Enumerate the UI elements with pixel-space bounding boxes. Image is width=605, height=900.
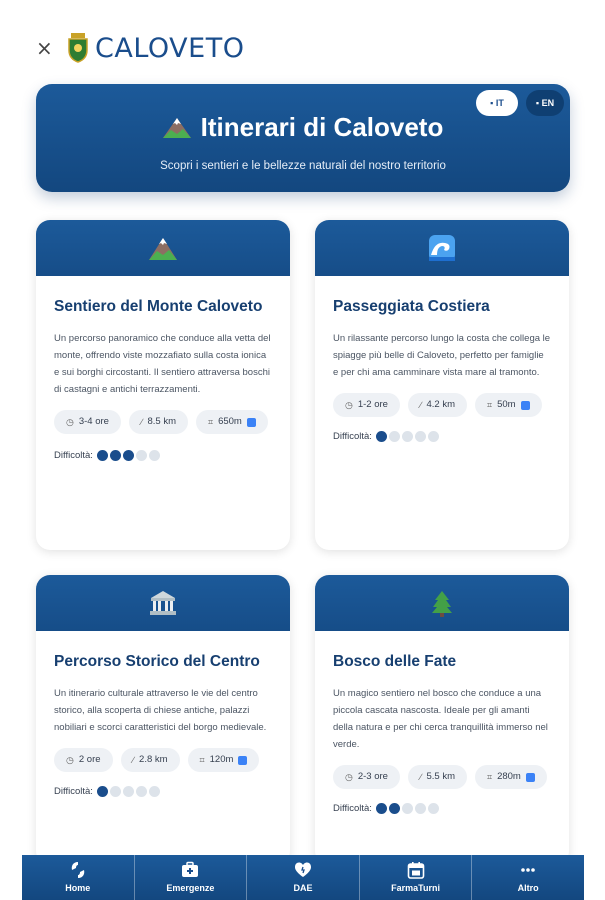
duration-value: 3-4 ore xyxy=(78,416,109,427)
elevation-badge xyxy=(475,765,547,789)
elevation-badge xyxy=(475,393,542,417)
emergency-kit-icon xyxy=(181,861,199,879)
difficulty-label: Difficoltà: xyxy=(54,450,93,461)
difficulty-dot xyxy=(389,803,400,814)
classical-building-icon xyxy=(148,588,178,618)
difficulty-dot xyxy=(415,803,426,814)
difficulty-dot xyxy=(402,803,413,814)
difficulty-dot xyxy=(123,450,134,461)
difficulty-dot xyxy=(402,431,413,442)
card-description: Un magico sentiero nel bosco che conduce a una piccola cascata nascosta. Ideale per gli amanti della natura e per chi cerca tranquillità immerso nel verde. xyxy=(333,688,548,750)
clock-icon: ◷ xyxy=(345,772,353,782)
ruler-icon: ∕ xyxy=(419,772,422,782)
difficulty-label: Difficoltà: xyxy=(333,803,372,814)
clock-icon: ◷ xyxy=(66,755,74,765)
card-description: Un percorso panoramico che conduce alla vetta del monte, offrendo viste mozzafiato sulla costa ionica e sui borghi circostanti. Il sentiero attraversa boschi di castagni e antichi terrazzamenti. xyxy=(54,333,271,395)
difficulty-dots xyxy=(376,431,439,442)
chart-icon: ⌗ xyxy=(487,400,493,410)
duration-badge xyxy=(54,410,121,434)
close-icon[interactable]: × xyxy=(36,36,53,60)
difficulty-dots xyxy=(97,450,160,461)
itinerary-card[interactable] xyxy=(36,575,290,865)
distance-badge xyxy=(121,748,180,772)
lang-en-label: EN xyxy=(541,98,555,108)
page-title-text: Itinerari di Caloveto xyxy=(200,112,444,142)
distance-value: 4.2 km xyxy=(426,399,455,410)
calendar-icon xyxy=(407,861,425,879)
heart-icon xyxy=(294,861,312,879)
mountain-icon xyxy=(163,116,191,138)
distance-value: 8.5 km xyxy=(147,416,176,427)
nav-item-farmaturni[interactable] xyxy=(360,855,473,900)
difficulty-row xyxy=(54,450,272,461)
itinerary-card[interactable] xyxy=(36,220,290,550)
ruler-icon: ∕ xyxy=(419,400,422,410)
difficulty-dot xyxy=(97,450,108,461)
card-header xyxy=(36,575,290,631)
up-arrow-icon xyxy=(238,756,247,765)
difficulty-dot xyxy=(428,803,439,814)
page-subtitle: Scopri i sentieri e le bellezze naturali del nostro territorio xyxy=(160,160,446,172)
lang-it-label: IT xyxy=(495,98,504,108)
flag-it-icon: ▪ xyxy=(490,98,496,108)
nav-item-dae[interactable] xyxy=(247,855,360,900)
card-header xyxy=(36,220,290,276)
ruler-icon: ∕ xyxy=(140,417,143,427)
nav-item-altro[interactable] xyxy=(472,855,584,900)
card-title: Sentiero del Monte Caloveto xyxy=(54,298,263,315)
card-title: Percorso Storico del Centro xyxy=(54,653,260,670)
difficulty-label: Difficoltà: xyxy=(54,786,93,797)
card-header xyxy=(315,575,569,631)
duration-value: 2 ore xyxy=(78,754,101,765)
difficulty-dots xyxy=(97,786,160,797)
difficulty-row xyxy=(333,803,551,814)
bottom-nav xyxy=(22,855,584,900)
clock-icon: ◷ xyxy=(345,400,353,410)
difficulty-dot xyxy=(415,431,426,442)
difficulty-dot xyxy=(136,786,147,797)
hero-banner xyxy=(36,84,570,192)
more-dots-icon xyxy=(519,861,537,879)
difficulty-dot xyxy=(376,431,387,442)
difficulty-dot xyxy=(149,450,160,461)
difficulty-dot xyxy=(428,431,439,442)
nav-label: Home xyxy=(65,883,91,893)
duration-badge xyxy=(333,393,400,417)
difficulty-dot xyxy=(97,786,108,797)
up-arrow-icon xyxy=(247,418,256,427)
itinerary-card[interactable] xyxy=(315,220,569,550)
distance-badge xyxy=(408,393,467,417)
difficulty-label: Difficoltà: xyxy=(333,431,372,442)
card-description: Un rilassante percorso lungo la costa che collega le spiagge più belle di Caloveto, perfetto per famiglie e per chi ama camminare vista mare al tramonto. xyxy=(333,333,551,378)
elevation-value: 50m xyxy=(497,399,516,410)
itinerary-card[interactable] xyxy=(315,575,569,865)
page-title xyxy=(36,110,570,144)
nav-item-home[interactable] xyxy=(22,855,135,900)
elevation-value: 650m xyxy=(218,416,242,427)
difficulty-dots xyxy=(376,803,439,814)
card-title: Bosco delle Fate xyxy=(333,653,457,670)
difficulty-dot xyxy=(110,786,121,797)
duration-badge xyxy=(333,765,400,789)
nav-label: DAE xyxy=(293,883,313,893)
nav-label: Emergenze xyxy=(166,883,215,893)
card-title: Passeggiata Costiera xyxy=(333,298,490,315)
card-description: Un itinerario culturale attraverso le vie del centro storico, alla scoperta di chiese antiche, palazzi nobiliari e scorci caratteristici del borgo medievale. xyxy=(54,688,267,733)
difficulty-dot xyxy=(123,786,134,797)
difficulty-dot xyxy=(110,450,121,461)
nav-label: FarmaTurni xyxy=(391,883,440,893)
ruler-icon: ∕ xyxy=(132,755,135,765)
flag-en-icon: ▪ xyxy=(535,98,542,108)
difficulty-row xyxy=(54,786,272,797)
distance-value: 2.8 km xyxy=(139,754,168,765)
duration-badge xyxy=(54,748,113,772)
home-icon xyxy=(69,861,87,879)
elevation-badge xyxy=(196,410,268,434)
nav-label: Altro xyxy=(517,883,539,893)
distance-value: 5.5 km xyxy=(426,771,455,782)
mountain-icon xyxy=(148,233,178,263)
brand-title: CALOVETO xyxy=(95,33,245,64)
chart-icon: ⌗ xyxy=(208,417,214,427)
elevation-badge xyxy=(188,748,260,772)
clock-icon: ◷ xyxy=(66,417,74,427)
difficulty-row xyxy=(333,431,551,442)
distance-badge xyxy=(408,765,467,789)
elevation-value: 280m xyxy=(497,771,521,782)
difficulty-dot xyxy=(149,786,160,797)
up-arrow-icon xyxy=(521,401,530,410)
difficulty-dot xyxy=(389,431,400,442)
difficulty-dot xyxy=(376,803,387,814)
duration-value: 2-3 ore xyxy=(357,771,388,782)
elevation-value: 120m xyxy=(209,754,234,765)
duration-value: 1-2 ore xyxy=(357,399,388,410)
card-header xyxy=(315,220,569,276)
chart-icon: ⌗ xyxy=(487,772,493,782)
distance-badge xyxy=(129,410,188,434)
wave-icon xyxy=(427,233,457,263)
evergreen-tree-icon xyxy=(427,588,457,618)
chart-icon: ⌗ xyxy=(199,755,205,765)
up-arrow-icon xyxy=(526,773,535,782)
town-crest-icon xyxy=(66,33,90,63)
nav-item-emergenze[interactable] xyxy=(135,855,248,900)
difficulty-dot xyxy=(136,450,147,461)
top-bar xyxy=(0,0,605,90)
